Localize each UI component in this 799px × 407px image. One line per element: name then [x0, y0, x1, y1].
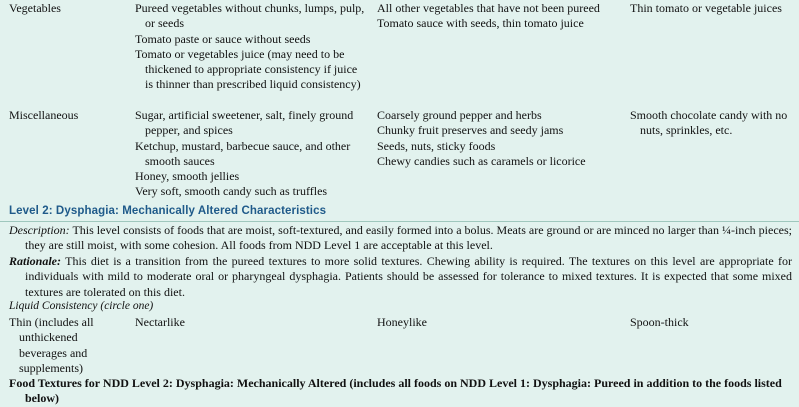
list-item: Chunky fruit preserves and seedy jams	[377, 123, 564, 138]
list-item: Thin tomato or vegetable juices	[630, 1, 782, 15]
vegetables-avoid	[377, 1, 623, 32]
miscellaneous-row	[0, 108, 799, 202]
miscellaneous-liquids	[630, 108, 795, 139]
list-item: Tomato or vegetables juice (may need to be thickened to appropriate consistency if juice is thinner than prescribed liquid consistency)	[135, 46, 361, 92]
list-item: All other vegetables that have not been pureed	[377, 1, 600, 15]
liquid-option-nectarlike[interactable]: Nectarlike	[135, 315, 185, 329]
list-item: Sugar, artificial sweetener, salt, finely ground pepper, and spices	[135, 108, 354, 138]
vegetables-row	[0, 1, 799, 109]
list-item: Smooth chocolate candy with no nuts, sprinkles, etc.	[630, 108, 788, 138]
liquid-consistency-label: Liquid Consistency (circle one)	[9, 300, 154, 312]
miscellaneous-avoid	[377, 108, 623, 169]
list-item: Ketchup, mustard, barbecue sauce, and other smooth sauces	[135, 138, 351, 168]
rationale-text: This diet is a transition from the pureed textures to more solid textures. Chewing ability is required. The textures on this level are appropriate for individuals with mild to moderate oral or pharyngeal dysphagia. Patients should be assessed for tolerance to mixed textures. It is expected that some mixed textures are tolerated on this diet.	[25, 254, 792, 299]
vegetables-liquids	[630, 1, 795, 16]
list-item: Honey, smooth jellies	[135, 169, 240, 184]
description-paragraph	[9, 223, 792, 254]
liquid-option-honeylike[interactable]: Honeylike	[377, 315, 427, 329]
miscellaneous-recommended	[135, 108, 367, 200]
miscellaneous-category: Miscellaneous	[9, 108, 79, 122]
description-text: This level consists of foods that are moist, soft-textured, and easily formed into a bolus. Meats are ground or are minced no larger than ¼-inch pieces; they are still moist, with some cohesion. All foods from NDD Level 1 are acceptable at this level.	[25, 223, 792, 253]
level2-heading-bar	[0, 203, 799, 222]
vegetables-recommended	[135, 1, 367, 93]
list-item: Coarsely ground pepper and herbs	[377, 108, 542, 122]
list-item: Very soft, smooth candy such as truffles	[135, 184, 328, 199]
rationale-label: Rationale:	[9, 254, 62, 268]
rationale-paragraph	[9, 254, 792, 300]
liquid-option-thin[interactable]	[9, 315, 119, 376]
list-item: Chewy candies such as caramels or licorice	[377, 153, 586, 168]
liquid-option-spoon-thick[interactable]: Spoon-thick	[630, 315, 689, 329]
food-textures-heading: Food Textures for NDD Level 2: Dysphagia: Mechanically Altered (includes all foods on NDD Level 1: Dysphagia: Pureed in addition to the foods listed below)	[9, 376, 782, 406]
liquid-options-row	[0, 315, 799, 375]
list-item: Seeds, nuts, sticky foods	[377, 138, 496, 153]
liquid-option-thin-label: Thin (includes all unthickened beverages and supplements)	[9, 315, 94, 375]
level2-heading: Level 2: Dysphagia: Mechanically Altered Characteristics	[9, 205, 327, 217]
list-item: Tomato sauce with seeds, thin tomato juice	[377, 16, 584, 31]
list-item: Pureed vegetables without chunks, lumps, pulp, or seeds	[135, 1, 365, 31]
description-label: Description:	[9, 223, 70, 237]
list-item: Tomato paste or sauce without seeds	[135, 31, 311, 46]
vegetables-category: Vegetables	[9, 1, 61, 15]
